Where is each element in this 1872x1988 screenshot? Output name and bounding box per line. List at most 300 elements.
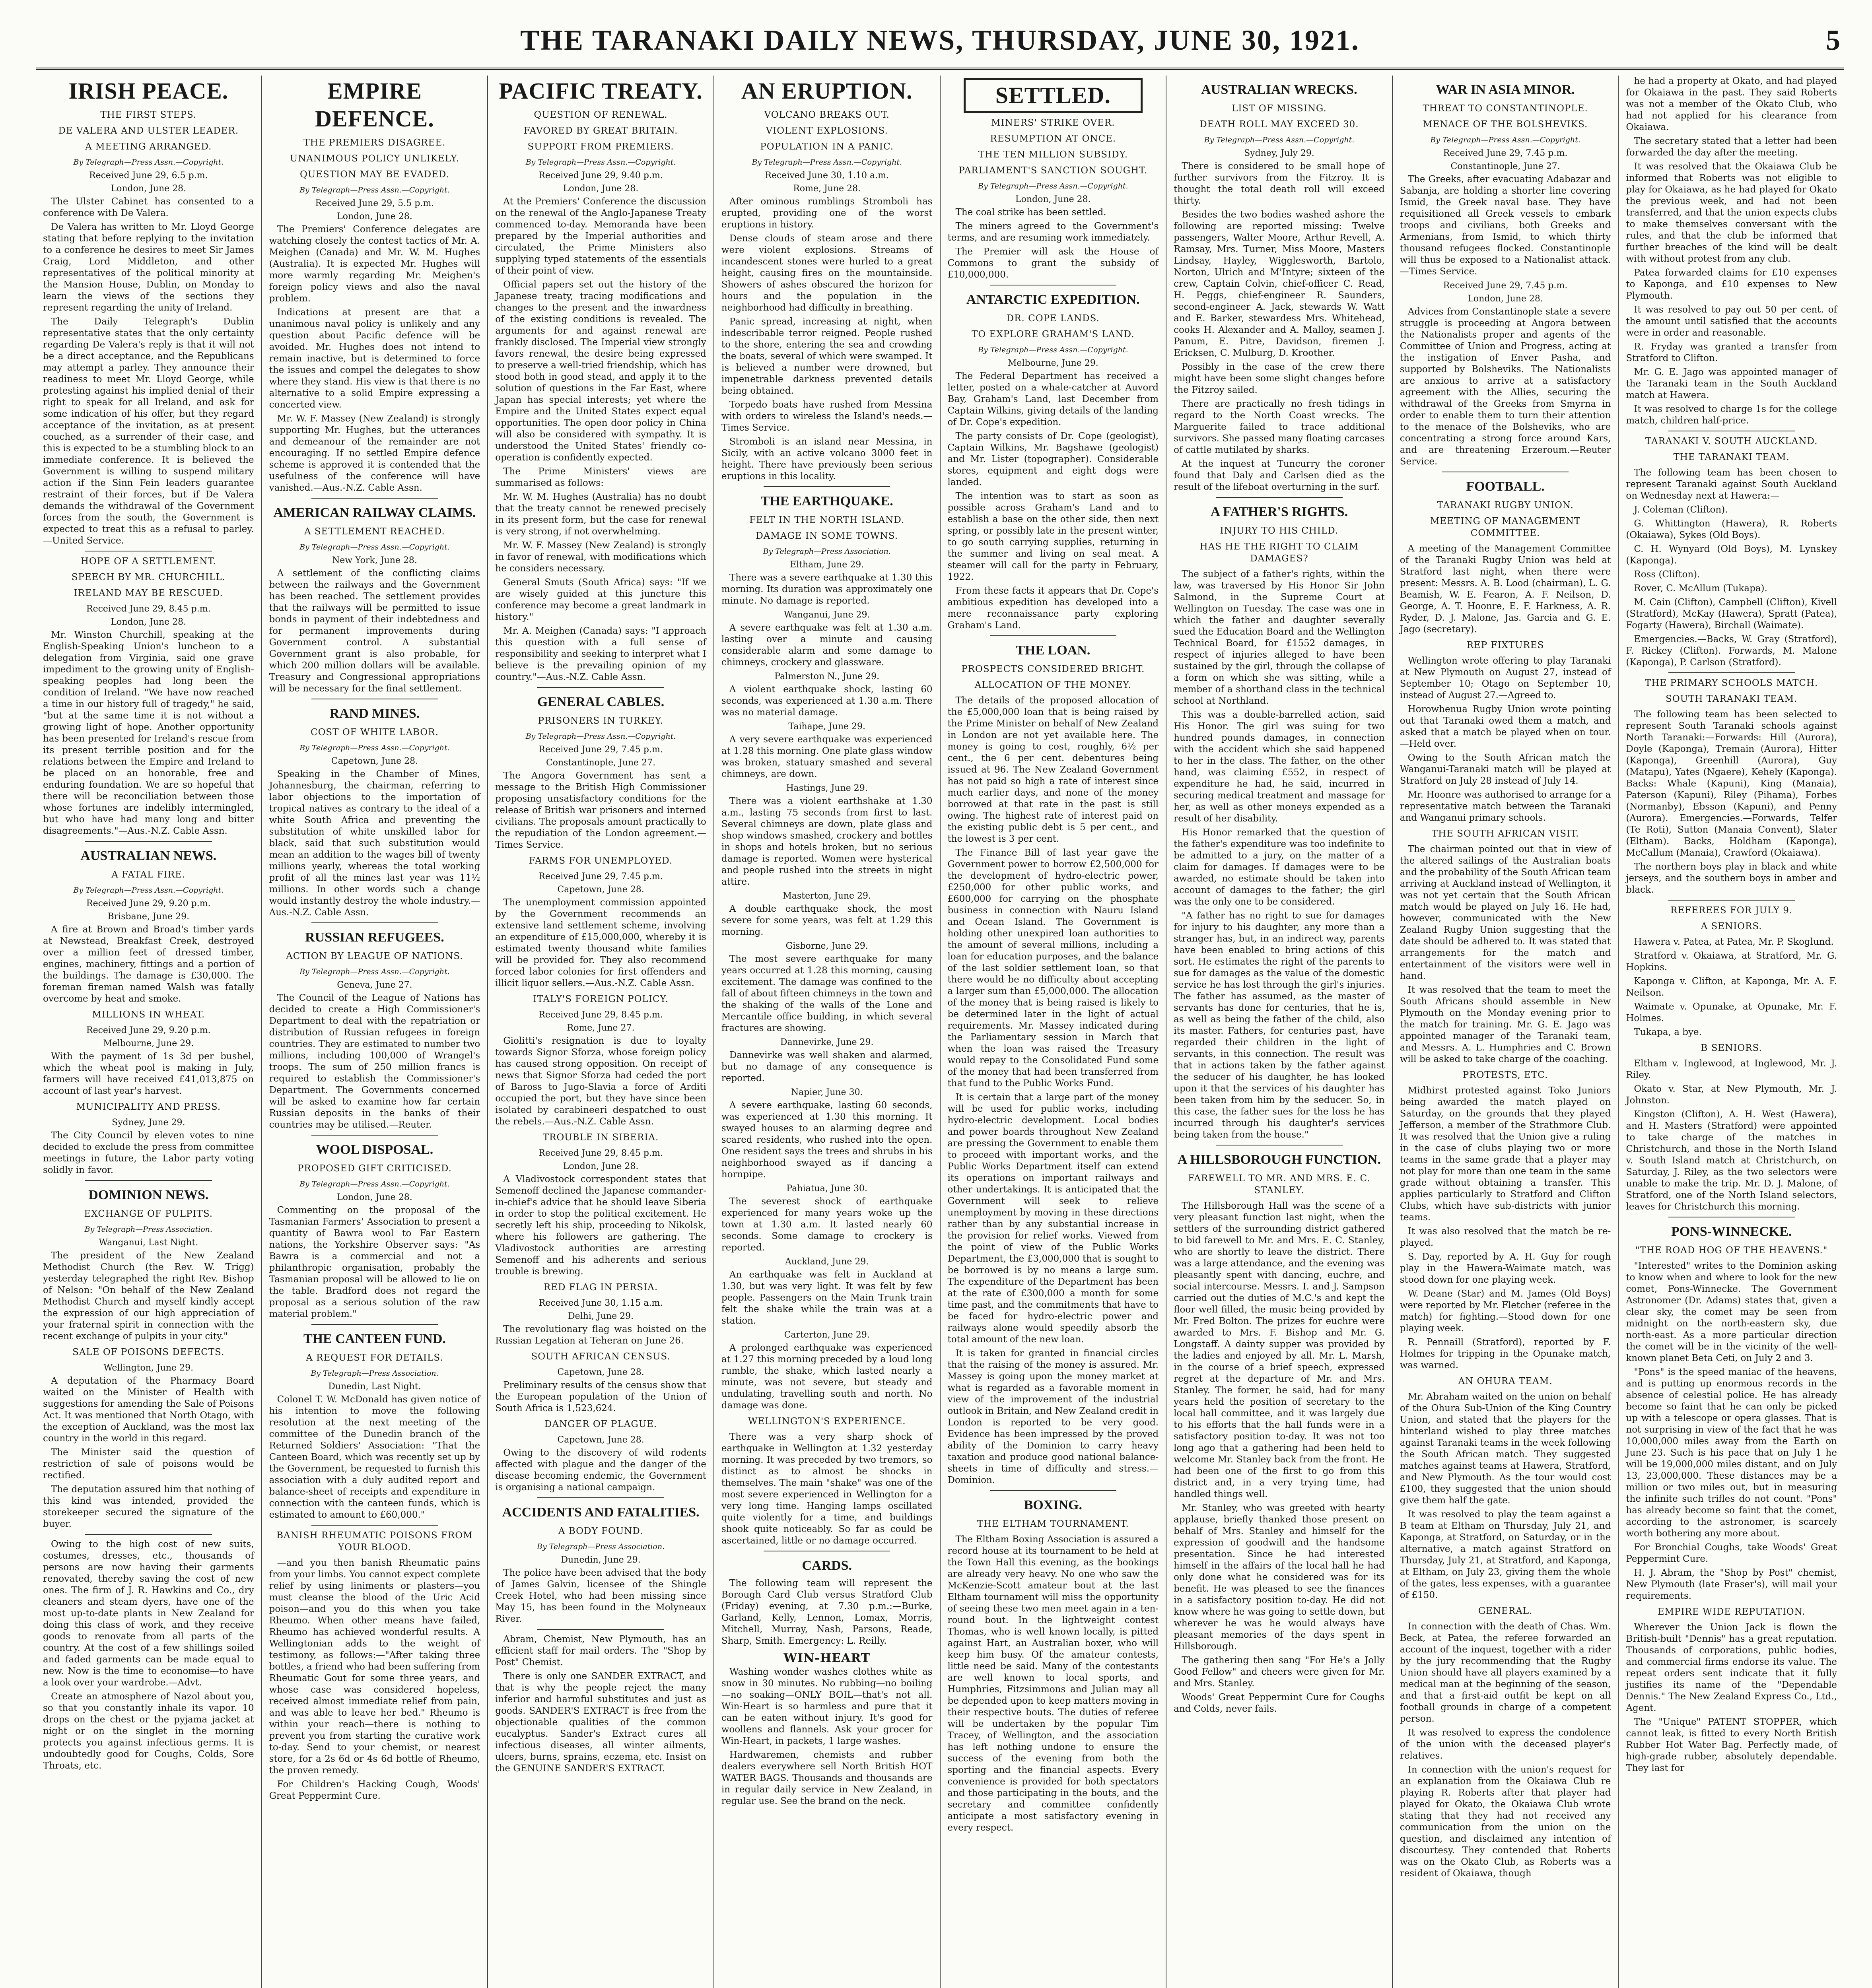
dateline: Constantinople, June 27. — [546, 758, 656, 768]
masthead-title: THE TARANAKI DAILY NEWS, THURSDAY, JUNE 30, 1921. — [520, 24, 1360, 56]
paragraph: The Ulster Cabinet has consented to a conference with De Valera. — [43, 196, 254, 218]
rule-divider — [85, 1180, 212, 1181]
paragraph: H. J. Abram, the "Shop by Post" chemist, New Plymouth (late Fraser's), will mail your requirements. — [1626, 1568, 1837, 1601]
subheading: THREAT TO CONSTANTINOPLE. — [1423, 103, 1588, 114]
subheading: SPEECH BY MR. CHURCHILL. — [71, 572, 225, 582]
subheading: B SENIORS. — [1701, 1043, 1762, 1053]
paragraph: Emergencies.—Backs, W. Gray (Stratford), F. Rickey (Clifton). Forwards, M. Malone (Kaponga), P. Carlson (Stratford). — [1626, 634, 1837, 668]
section-heading: ACCIDENTS AND FATALITIES. — [502, 1505, 700, 1520]
section-heading: CARDS. — [802, 1558, 852, 1573]
dateline: Delhi, June 29. — [568, 1311, 634, 1321]
dateline: Geneva, June 27. — [337, 980, 412, 990]
dateline: Received June 29, 8.45 p.m. — [86, 604, 211, 614]
paragraph: The Finance Bill of last year gave the Government power to borrow £2,500,000 for the development of hydro-electric power, £250,000 for other public works, and £600,000 for carrying on the phosphate business in connection with Nauru Island and Ocean Island. The Government is holding other unexpired loan authorities to the amount of several millions, including a loan for education purposes, and the balance of the last soldier settlement loan, so that there would be no difficulty about accepting a larger sum than £5,000,000. The allocation of the money that is being raised is likely to be determined later in the light of actual requirements. Mr. Massey indicated during the Parliamentary session in March that when the loan was raised the Treasury would repay to the Consolidated Fund some of the money that had been transferred from that fund to the Public Works Fund. — [947, 848, 1159, 1089]
subheading: PROSPECTS CONSIDERED BRIGHT. — [961, 664, 1145, 674]
column-7 — [1393, 76, 1619, 1988]
dateline: Received June 29, 9.20 p.m. — [86, 899, 211, 909]
column-6 — [1166, 76, 1393, 1988]
paragraph: Torpedo boats have rushed from Messina with orders to wireless the Island's needs.—Times Service. — [721, 400, 933, 433]
subheading: FELT IN THE NORTH ISLAND. — [749, 515, 905, 525]
dateline: Capetown, June 28. — [557, 1367, 644, 1377]
wire-credit: By Telegraph—Press Assn.—Copyright. — [299, 186, 450, 194]
rule-divider — [764, 486, 890, 487]
paragraph: Mr. W. F. Massey (New Zealand) is strongly in favor of renewal, with modifications which he considers necessary. — [495, 540, 706, 574]
paragraph: De Valera has written to Mr. Lloyd George stating that before replying to the invitation to a conference he desires to meet Sir James Craig, Lord Middleton, and other representatives of the political minority at the Mansion House, Dublin, on Monday to learn the views of the sections they represent regarding the unity of Ireland. — [43, 222, 254, 313]
paragraph: Dense clouds of steam arose and there were violent explosions. Streams of incandescent stones were hurled to a great height, causing fires on the mountainside. Showers of ashes obscured the horizon for hours and the population in the neighborhood had difficulty in breathing. — [721, 233, 933, 313]
paragraph: A settlement of the conflicting claims between the railways and the Government has been reached. The settlement provides that the railways will be permitted to issue bonds in payment of their indebtedness and for permanent improvements during Government control. A substantial Government grant is also probable, for which 200 million dollars will be available. Treasury and Congressional appropriations will be necessary for the final settlement. — [269, 568, 480, 694]
section-heading: PONS-WINNECKE. — [1671, 1224, 1792, 1239]
dateline: London, June 28. — [563, 184, 639, 194]
dateline: Wanganui, June 29. — [783, 610, 870, 620]
paragraph: It was resolved that the team to meet the South Africans should assemble in New Plymouth on the Monday evening prior to the match for training. Mr. G. E. Jago was appointed manager of the Taranaki team, and Messrs. A. L. Humphries and C. Brown will be asked to take charge of the coaching. — [1400, 985, 1611, 1064]
subheading: A SETTLEMENT REACHED. — [304, 526, 445, 537]
section-heading: THE CANTEEN FUND. — [303, 1332, 446, 1346]
subheading: MINERS' STRIKE OVER. — [991, 118, 1115, 128]
paragraph: The party consists of Dr. Cope (geologist), Captain Wilkins, Mr. Bagshawe (geologist) and Mr. Lister (topographer). Considerable stores, equipment and eight dogs were landed. — [947, 431, 1159, 487]
subheading: SALE OF POISONS DEFECTS. — [72, 1347, 225, 1357]
column-4 — [714, 76, 941, 1988]
subheading: TARANAKI V. SOUTH AUCKLAND. — [1645, 436, 1818, 447]
subheading: MENACE OF THE BOLSHEVIKS. — [1423, 119, 1588, 130]
paragraph: The most severe earthquake for many years occurred at 1.28 this morning, causing excitement. The damage was confined to the fall of about fifteen chimneys in the town and the shaking of the walls of the Lone and Mercantile office building, in which several fractures are showing. — [721, 954, 933, 1033]
dateline: Received June 29, 9.20 p.m. — [86, 1025, 211, 1035]
subheading: MEETING OF MANAGEMENT COMMITTEE. — [1430, 516, 1581, 538]
subheading: ALLOCATION OF THE MONEY. — [974, 680, 1131, 690]
paragraph: Owing to the discovery of wild rodents affected with plague and the danger of the disease becoming endemic, the Government is organising a national campaign. — [495, 1448, 706, 1493]
masthead — [36, 16, 1844, 70]
paragraph: It was resolved to charge 1s for the college match, children half-price. — [1626, 404, 1837, 426]
paragraph: Speaking in the Chamber of Mines, Johannesburg, the chairman, referring to labor objections to the importation of tropical natives as contrary to the ideal of a white South Africa and preventing the substitution of white unskilled labor for black, said that such substitution would mean an addition to the wages bill of twenty millions yearly, whereas the total working profit of all the mines last year was 11½ millions. In other words such a change would instantly destroy the whole industry.—Aus.-N.Z. Cable Assn. — [269, 769, 480, 918]
rule-divider — [85, 1534, 212, 1535]
paragraph: The Federal Department has received a letter, posted on a whale-catcher at Auvord Bay, Graham's Land, last December from Captain Wilkins, giving details of the landing of Dr. Cope's expedition. — [947, 371, 1159, 427]
paragraph: A meeting of the Management Committee of the Taranaki Rugby Union was held at Stratford last night, when there were present: Messrs. A. B. Lood (chairman), L. G. Beamish, W. E. Fearon, A. F. Neilson, D. George, A. T. Hoonre, E. F. Harkness, A. R. Ryder, D. J. Malone, Jas. Garcia and G. E. Jago (secretary). — [1400, 544, 1611, 635]
subheading: RED FLAG IN PERSIA. — [543, 1282, 658, 1293]
dateline: Dunedin, Last Night. — [328, 1382, 421, 1392]
subheading: IRELAND MAY BE RESCUED. — [74, 588, 223, 598]
dateline: Received June 29, 9.40 p.m. — [538, 171, 663, 181]
subheading: ACTION BY LEAGUE OF NATIONS. — [286, 951, 463, 961]
dateline: Palmerston N., June 29. — [774, 672, 880, 681]
subheading: FAREWELL TO MR. AND MRS. E. C. STANLEY. — [1188, 1173, 1370, 1196]
section-heading: DOMINION NEWS. — [88, 1188, 209, 1202]
paragraph: Official papers set out the history of the Japanese treaty, tracing modifications and changes to the present and the inwardness of the existing conditions is revealed. The arguments for and against renewal are frankly disclosed. The Imperial view strongly favors renewal, the desire being expressed to preserve a well-tried friendship, which has stood both in good stead, and apply it to the solution of questions in the Far East, where Japan has special interests; yet where the Empire and the United States expect equal opportunities. The open door policy in China will also be considered with sympathy. It is understood the United States' friendly co-operation is confidently expected. — [495, 280, 706, 463]
paragraph: W. Deane (Star) and M. James (Old Boys) were reported by Mr. Fletcher (referee in the match) for fighting.—Stood down for one playing week. — [1400, 1289, 1611, 1334]
paragraph: The Minister said the question of restriction of sale of poisons would be rectified. — [43, 1447, 254, 1481]
subheading: THE FIRST STEPS. — [100, 110, 197, 120]
dateline: Received June 29, 8.45 p.m. — [538, 1010, 663, 1020]
dateline: London, June 28. — [1015, 194, 1091, 204]
subheading: A SENIORS. — [1701, 921, 1762, 932]
wire-credit: By Telegraph—Press Assn.—Copyright. — [752, 158, 902, 167]
paragraph: Panic spread, increasing at night, when indescribable terror reigned. People rushed to the shore, entering the sea and crowding the boats, several of which were swamped. It is believed a number were drowned, but impenetrable darkness prevented details being obtained. — [721, 316, 933, 396]
paragraph: This was a double-barrelled action, said His Honor. The girl was suing for two hundred pounds damages, in connection with the accident which she said happened to her in the class. The father, on the other hand, was claiming £552, in respect of expenditure he had, he said, incurred in securing medical treatment and massage for her, as well as other moneys expended as a result of her disability. — [1174, 710, 1385, 824]
section-heading: GENERAL CABLES. — [537, 695, 665, 709]
paragraph: The intention was to start as soon as possible across Graham's Land and to establish a base on the other side, then next spring, or possibly late in the present winter, to go south carrying supplies, returning in the summer and living on seal meat. A steamer will call for the party in February, 1922. — [947, 491, 1159, 582]
paragraph: For Bronchial Coughs, take Woods' Great Peppermint Cure. — [1626, 1542, 1837, 1564]
paragraph: It is certain that a large part of the money will be used for public works, including hydro-electric development. Local bodies and power boards throughout New Zealand are pressing the Government to enable them to proceed with important works, and the Public Works Department itself can extend its operations on important railways and other undertakings. It is anticipated that the Government will seek to relieve unemployment by moving in these directions rather than by any substantial increase in the provision for relief works. Viewed from the point of view of the Public Works Department, the £3,000,000 that is sought to be borrowed is by no means a large sum. The expenditure of the Department has been at the rate of £300,000 a month for some time past, and the commitments that have to be faced for hydro-electric power and railways alone would speedily absorb the total amount of the new loan. — [947, 1092, 1159, 1345]
wire-credit: By Telegraph—Press Assn.—Copyright. — [299, 1180, 450, 1188]
paragraph: The "Unique" PATENT STOPPER, which cannot leak, is fitted to every North British Rubber Hot Water Bag. Perfectly made, of high-grade rubber, absolutely dependable. They last for — [1626, 1717, 1837, 1773]
paragraph: Commenting on the proposal of the Tasmanian Farmers' Association to present a quantity of Bawra wool to Far Eastern nations, the Yorkshire Observer says: "As Bawra is a commercial and not a philanthropic organisation, probably the Tasmanian proposal will be allowed to lie on the table. Bradford does not regard the proposal as a serious solution of the raw material problem." — [269, 1205, 480, 1319]
subheading: THE SOUTH AFRICAN VISIT. — [1431, 829, 1579, 839]
subheading: INJURY TO HIS CHILD. — [1220, 526, 1339, 536]
section-heading: RAND MINES. — [329, 706, 420, 721]
dateline: Sydney, June 29. — [112, 1118, 185, 1128]
paragraph: The Council of the League of Nations has decided to create a High Commissioner's Department to deal with the repatriation or distribution of Russian refugees in foreign countries. They are estimated to number two millions, including 100,000 of Wrangel's troops. The sum of 250 million francs is required to establish the Commissioner's Department. The Governments concerned will be asked to examine how far certain Russian deposits in the banks of their countries may be utilised.—Reuter. — [269, 993, 480, 1130]
paragraph: Kingston (Clifton), A. H. West (Hawera), and H. Masters (Stratford) were appointed to take charge of the matches in Christchurch, and those in the North Island v. South Island match at Christchurch, on Saturday, J. Riley, as the two selectors were unable to make the trip. Mr. D. J. Malone, of Stratford, one of the North Island selectors, leaves for Christchurch this morning. — [1626, 1109, 1837, 1212]
subheading: THE TEN MILLION SUBSIDY. — [978, 149, 1128, 160]
paragraph: The subject of a father's rights, within the law, was traversed by His Honor Sir John Salmond, in the Supreme Court at Wellington on Tuesday. The case was one in which the father and daughter severally sued the Education Board and the Wellington Technical Board, for £1552 damages, in respect of injuries alleged to have been sustained by the girl, through the collapse of a form on which she was sitting, while a member of a shorthand class in the technical school at Northland. — [1174, 569, 1385, 706]
paragraph: An earthquake was felt in Auckland at 1.30, but was very light. It was felt by few people. Passengers on the Main Trunk train felt the shake while the train was at a station. — [721, 1270, 933, 1326]
paragraph: Mr. Winston Churchill, speaking at the English-Speaking Union's luncheon to a delegation from Virginia, said one grave impediment to the growing unity of English-speaking peoples had long been the condition of Ireland. "We have now reached a time in our history full of tragedy," he said, "but at the same time it is not without a growing light of hope. Another opportunity has been presented for Ireland's rescue from its present terrible position and for the relations between the Empire and Ireland to be placed on an honorable, free and enduring foundation. We are so hopeful that there will be reconciliation between those whose fortunes are indelibly intermingled, but who have had many long and bitter disagreements."—Aus.-N.Z. Cable Assn. — [43, 630, 254, 836]
column-5 — [941, 76, 1167, 1988]
subheading: REP FIXTURES — [1466, 640, 1544, 650]
paragraph: Eltham v. Inglewood, at Inglewood, Mr. J. Riley. — [1626, 1058, 1837, 1080]
advert-title: WIN-HEART — [783, 1651, 871, 1665]
paragraph: The following team has been selected to represent South Taranaki schools against North Taranaki:—Forwards: Hill (Aurora), Doyle (Kaponga), Tremain (Aurora), Hitter (Kaponga), Greenhill (Aurora), Guy (Matapu), Yates (Ngaere), Kehely (Kaponga). Backs: Whale (Kapuni), King (Manaia), Paterson (Kapuni), Riley (Pihama), Forbes (Normanby), Ebsson (Kapuni), and Penny (Aurora). Emergencies.—Forwards, Telfer (Te Roti), Sutton (Manaia Convent), Slater (Eltham). Backs, Holdham (Kaponga), McCallum (Manaia), Crawford (Okaiawa). — [1626, 709, 1837, 858]
paragraph: The Premiers' Conference delegates are watching closely the contest tactics of Mr. A. Meighen (Canada) and Mr. W. M. Hughes (Australia). It is expected Mr. Hughes will more warmly regarding Mr. Meighen's foreign policy views and also the naval problem. — [269, 224, 480, 304]
paragraph: Mr. A. Meighen (Canada) says: "I approach this question with a full sense of responsibility and seeking to interpret what I believe is the prevailing opinion of my country."—Aus.-N.Z. Cable Assn. — [495, 626, 706, 682]
subheading: SUPPORT FROM PREMIERS. — [527, 142, 674, 152]
dateline: Received June 29, 7.45 p.m. — [538, 872, 663, 881]
paragraph: Stromboli is an island near Messina, in Sicily, with an active volcano 3000 feet in height. There have previously been serious eruptions in this locality. — [721, 437, 933, 481]
headline: AN ERUPTION. — [741, 78, 913, 104]
dateline: Dunedin, June 29. — [561, 1555, 641, 1565]
subheading: EMPIRE WIDE REPUTATION. — [1657, 1607, 1806, 1617]
paragraph: Woods' Great Peppermint Cure for Coughs and Colds, never fails. — [1174, 1692, 1385, 1714]
paragraph: The Hillsborough Hall was the scene of a very pleasant function last night, when the settlers of the surrounding district gathered to bid farewell to Mr. and Mrs. E. C. Stanley, who are shortly to leave the district. There was a large attendance, and the evening was pleasantly spent with dancing, euchre, and social intercourse. Messrs. I. and J. Sampson carried out the duties of M.C.'s and kept the floor well filled, the music being provided by Mr. Fred Bolton. The prizes for euchre were awarded to Mrs. F. Bishop and Mr. G. Longstaff. A dainty supper was provided by the ladies and enjoyed by all. Mr. L. Marsh, in the course of a brief speech, expressed regret at the departure of Mr. and Mrs. Stanley. The former, he said, had for many years held the position of secretary to the local hall committee, and it was largely due to his efforts that the hall funds were in a satisfactory position to-day. It was not too long ago that a gathering had been held to welcome Mr. Stanley back from the front. He had been one of the first to go from this district and, in a very trying time, had handled things well. — [1174, 1201, 1385, 1499]
subheading: PROPOSED GIFT CRITICISED. — [297, 1163, 452, 1174]
wire-credit: By Telegraph—Press Assn.—Copyright. — [299, 543, 450, 551]
paragraph: The miners agreed to the Government's terms, and are resuming work immediately. — [947, 221, 1159, 243]
paragraph: A prolonged earthquake was experienced at 1.27 this morning preceded by a loud long rumble, the shake, which lasted nearly a minute, was not severe, but steady and undulating, travelling south and north. No damage was done. — [721, 1343, 933, 1411]
subheading: PRISONERS IN TURKEY. — [538, 716, 664, 726]
paragraph: General Smuts (South Africa) says: "If we are wisely guided at this juncture this conference may become a great landmark in history." — [495, 577, 706, 622]
section-heading: THE EARTHQUAKE. — [760, 494, 893, 509]
headline: PACIFIC TREATY. — [499, 78, 703, 104]
dateline: London, June 28. — [337, 212, 412, 221]
paragraph: The City Council by eleven votes to nine decided to exclude the press from committee meetings in future, the Labor party voting solidly in favor. — [43, 1130, 254, 1175]
dateline: Dannevirke, June 29. — [780, 1037, 874, 1047]
dateline: Wellington, June 29. — [103, 1363, 194, 1373]
subheading: A BODY FOUND. — [558, 1526, 643, 1536]
paragraph: The gathering then sang "For He's a Jolly Good Fellow" and cheers were given for Mr. and Mrs. Stanley. — [1174, 1655, 1385, 1689]
dateline: Received June 29, 7.45 p.m. — [538, 745, 663, 755]
column-1 — [36, 76, 262, 1988]
subheading: DAMAGE IN SOME TOWNS. — [756, 531, 898, 541]
paragraph: "Interested" writes to the Dominion asking to know when and where to look for the new comet, Pons-Winnecke. The Government Astronomer (Dr. Adams) states that, given a clear sky, the comet may be seen from midnight on the north-eastern sky, due north-east. As a more particular direction the comet will be in the vicinity of the well-known planet Beta Ceti, on July 2 and 3. — [1626, 1261, 1837, 1363]
paragraph: Besides the two bodies washed ashore the following are reported missing: Twelve passengers, Walter Moore, Arthur Revell, A. Ramsay, Mrs. Turner, Miss Moore, Masters Lindsay, Hayley, Wigglesworth, Bartolo, Norton, Ulrich and M'Intyre; sixteen of the crew, Captain Colvin, chief-officer C. Read, H. Peggs, chief-engineer R. Saunders, second-engineer A. Jack, stewards W. Watt and E. Barker, stewardess Mrs. Whitehead, cooks H. Alexander and A. Malloy, seamen J. Panum, E. Pitre, Davidson, firemen J. Ericksen, C. Mulburg, D. Kroother. — [1174, 210, 1385, 358]
paragraph: A severe earthquake, lasting 60 seconds, was experienced at 1.30 this morning. It swayed houses to an alarming degree and scared residents, who rushed into the open. One resident says the trees and shrubs in his neighborhood swayed as if dancing a hornpipe. — [721, 1100, 933, 1180]
section-heading: WAR IN ASIA MINOR. — [1436, 82, 1575, 97]
dateline: Hastings, June 29. — [786, 783, 868, 793]
dateline: Auckland, June 29. — [785, 1257, 869, 1267]
paragraph: It was resolved to play the team against a B team at Eltham on Thursday, July 21, and Kaponga, at Stratford, on Saturday, or in the alternative, a match against Stratford on Thursday, July 21, at Stratford, and Kaponga, at Eltham, on July 23, giving them the whole of the gates, less expenses, with a guarantee of £150. — [1400, 1509, 1611, 1600]
dateline: Constantinople, June 27. — [1450, 161, 1560, 171]
paragraph: From these facts it appears that Dr. Cope's ambitious expedition has developed into a mere reconnaissance party exploring Graham's Land. — [947, 586, 1159, 631]
paragraph: The unemployment commission appointed by the Government recommends an extensive land settlement scheme, involving an expenditure of £15,000,000, whereby it is estimated twenty thousand white families will be provided for. They also recommend forced labor colonies for first offenders and illicit liquor sellers.—Aus.-N.Z. Cable Assn. — [495, 897, 706, 988]
section-heading: WOOL DISPOSAL. — [316, 1142, 433, 1157]
dateline: Sydney, July 29. — [1244, 148, 1314, 158]
paragraph: Preliminary results of the census show that the European population of the Union of South Africa is 1,523,624. — [495, 1380, 706, 1413]
dateline: New York, June 28. — [332, 555, 417, 565]
paragraph: —and you then banish Rheumatic pains from your limbs. You cannot expect complete relief by using liniments or plasters—you must cleanse the blood of the Uric Acid poison—and you do this when you take Rheumo. When other means have failed, Rheumo has achieved wonderful results. A Wellingtonian adds to the weight of testimony, as follows:—"After taking three bottles, a friend who had been suffering from Rheumatic Gout for some three years, and whose case was considered hopeless, received almost immediate relief from pain, and was able to leave her bed." Rheumo is within your reach—there is nothing to prevent you from starting the curative work to-day. Send to your chemist, or nearest store, for a 2s 6d or 4s 6d bottle of Rheumo, the proven remedy. — [269, 1558, 480, 1776]
dateline: London, June 28. — [1468, 294, 1543, 304]
paragraph: Mr. Hoonre was authorised to arrange for a representative match between the Taranaki and Wanganui primary schools. — [1400, 790, 1611, 823]
paragraph: "A father has no right to sue for damages for injury to his daughter, any more than a stranger has, but, in an indirect way, parents have been enabled to bring actions of this sort. He estimates the right of the parents to sue for damages as the value of the domestic service he has lost through the girl's injuries. The father has assumed, as the master of servants has done for centuries, that he is, as well as being the father of the child, also its master. Fathers, for centuries past, have regarded their children in the light of servants, in this connection. The result was that in actions taken by the father against the seducer of his daughter, he has looked upon it that the services of his daughter has been taken from him by the seducer. So, in this case, the father sues for the loss he has incurred through his daughter's services being taken from the house." — [1174, 911, 1385, 1140]
dateline: Brisbane, June 29. — [107, 912, 190, 922]
section-heading: ANTARCTIC EXPEDITION. — [966, 292, 1140, 307]
subheading: FAVORED BY GREAT BRITAIN. — [523, 126, 678, 136]
subheading: DE VALERA AND ULSTER LEADER. — [58, 126, 239, 136]
paragraph: After ominous rumblings Stromboli has erupted, providing one of the worst eruptions in history. — [721, 196, 933, 230]
subheading: "THE ROAD HOG OF THE HEAVENS." — [1635, 1245, 1828, 1256]
paragraph: It was also resolved that the match be re-played. — [1400, 1226, 1611, 1248]
dateline: Rome, June 27. — [567, 1023, 635, 1033]
paragraph: At the Premiers' Conference the discussion on the renewal of the Anglo-Japanese Treaty commenced to-day. Memoranda have been prepared by the Imperial authorities and circulated, the Prime Ministers also supplying typed statements of the essentials of their point of view. — [495, 196, 706, 276]
paragraph: Rover, C. McAllum (Tukapa). — [1634, 583, 1767, 594]
paragraph: Hardwaremen, chemists and rubber dealers everywhere sell North British HOT WATER BAGS. Thousands and thousands are in regular daily service in New Zealand, in regular use. See the brand on the neck. — [721, 1750, 933, 1806]
paragraph: At the inquest at Tuncurry the coroner found that Daly and Carlsen died as the result of the lifeboat overturning in the surf. — [1174, 459, 1385, 492]
wire-credit: By Telegraph—Press Assn.—Copyright. — [978, 346, 1128, 354]
paragraph: There is considered to be small hope of further survivors from the Fitzroy. It is thought the total death roll will exceed thirty. — [1174, 161, 1385, 206]
wire-credit: By Telegraph—Press Assn.—Copyright. — [73, 886, 224, 895]
subheading: VOLCANO BREAKS OUT. — [764, 110, 890, 120]
subheading: UNANIMOUS POLICY UNLIKELY. — [290, 153, 460, 164]
dateline: Received June 29, 7.45 p.m. — [1443, 148, 1568, 158]
paragraph: It was resolved to pay out 50 per cent. of the amount until satisfied that the accounts were in order and reasonable. — [1626, 305, 1837, 338]
dateline: Wanganui, Last Night. — [99, 1238, 198, 1248]
dateline: Masterton, June 29. — [783, 891, 871, 901]
subheading: REFEREES FOR JULY 9. — [1670, 905, 1793, 916]
subheading: MILLIONS IN WHEAT. — [92, 1010, 205, 1020]
paragraph: Possibly in the case of the crew there might have been some slight changes before the Fitzroy sailed. — [1174, 362, 1385, 395]
subheading: EXCHANGE OF PULPITS. — [84, 1209, 213, 1219]
paragraph: Horowhenua Rugby Union wrote pointing out that Taranaki owed them a match, and asked that a match be played when on tour.—Held over. — [1400, 704, 1611, 749]
paragraph: A Vladivostock correspondent states that Semenoff declined the Japanese commander-in-chief's advice that he should leave Siberia in order to stop the political excitement. He secretly left his ship, proceeding to Nikolsk, where his followers are gathering. The Vladivostock authorities are arresting Semenoff and his adherents and serious trouble is brewing. — [495, 1174, 706, 1277]
paragraph: The Angora Government has sent a message to the British High Commissioner proposing unsatisfactory conditions for the release of British war prisoners and interned civilians. The proposals amount practically to the repudiation of the London agreement.—Times Service. — [495, 771, 706, 850]
rule-divider — [1668, 900, 1795, 901]
dateline: Eltham, June 29. — [790, 560, 864, 570]
paragraph: The deputation assured him that nothing of this kind was intended, provided the storekeeper secured the signature of the buyer. — [43, 1484, 254, 1529]
paragraph: A deputation of the Pharmacy Board waited on the Minister of Health with suggestions for amending the Sale of Poisons Act. It was mentioned that North Otago, with the exception of Auckland, was the most lax country in the world in this regard. — [43, 1376, 254, 1444]
paragraph: The Prime Ministers' views are summarised as follows: — [495, 466, 706, 488]
rule-divider — [990, 1490, 1116, 1491]
paragraph: His Honor remarked that the question of the father's expenditure was too indefinite to be admitted to a jury, on the matter of a claim for damages. If damages were to be awarded, no estimate should be taken into account of damages to the father; the girl was the only one to be considered. — [1174, 827, 1385, 907]
dateline: London, June 28. — [563, 1161, 639, 1171]
paragraph: It was resolved that the Okaiawa Club be informed that Roberts was not eligible to play for Okaiawa, as he had played for Okato the previous week, and had not been transferred, and that the union expects clubs to make themselves conversant with the rules, and that the club be informed that further breaches of the kind will be dealt with without protest from any club. — [1626, 161, 1837, 264]
subheading: AN OHURA TEAM. — [1458, 1376, 1553, 1386]
paragraph: Dannevirke was well shaken and alarmed, but no damage of any consequence is reported. — [721, 1050, 933, 1083]
paragraph: The Daily Telegraph's Dublin representative states that the only certainty regarding De Valera's reply is that it will not be a direct acceptance, and the Republicans may attempt a parley. They announce their readiness to meet Mr. Lloyd George, while protesting against his implied denial of their right to speak for all Ireland, and ask for some indication of his offer, but they regard acceptance of the invitation, as at present couched, as a surrender of their case, and this is expected to be a stumbling block to an immediate conference. It is believed the Government is willing to suspend military action if the Sinn Fein leaders guarantee restraint of their forces, but if De Valera demands the withdrawal of the Government forces from the south, the Government is expected to treat this as a refusal to parley.—United Service. — [43, 316, 254, 546]
paragraph: Colonel T. W. McDonald has given notice of his intention to move the following resolution at the next meeting of the committee of the Dunedin branch of the Returned Soldiers' Association: "That the Canteen Board, which was recently set up by the Government, be requested to furnish this association with a duly audited report and balance-sheet of receipts and expenditure in connection with the canteen funds, which is estimated to amount to £60,000." — [269, 1394, 480, 1520]
rule-divider — [537, 1629, 664, 1630]
subheading: THE TARANAKI TEAM. — [1673, 452, 1790, 462]
paragraph: C. H. Wynyard (Old Boys), M. Lynskey (Kaponga). — [1626, 544, 1837, 566]
paragraph: The president of the New Zealand Methodist Church (the Rev. W. Trigg) yesterday telegraphed the right Rev. Bishop of Nelson: "On behalf of the New Zealand Methodist Church and myself kindly accept the expression of our high appreciation of your fraternal spirit in connection with the recent exchange of pulpits in your city." — [43, 1250, 254, 1342]
subheading: PROTESTS, ETC. — [1462, 1070, 1548, 1080]
rule-divider — [537, 1497, 664, 1498]
paragraph: Wherever the Union Jack is flown the British-built "Dennis" has a great reputation. Thousands of corporations, public bodies, and commercial firms endorse its value. The repeat orders sent indicate that it fully justifies its name of the "Dependable Dennis." The New Zealand Express Co., Ltd., Agent. — [1626, 1622, 1837, 1713]
subheading: TROUBLE IN SIBERIA. — [542, 1132, 659, 1143]
subheading: SOUTH TARANAKI TEAM. — [1666, 694, 1798, 704]
wire-credit: By Telegraph—Press Association. — [763, 547, 891, 556]
paragraph: Kaponga v. Clifton, at Kaponga, Mr. A. F. Neilson. — [1626, 976, 1837, 998]
paragraph: Mr. W. M. Hughes (Australia) has no doubt that the treaty cannot be renewed precisely in its present form, but the case for renewal is very strong, if not overwhelming. — [495, 492, 706, 537]
paragraph: Mr. W. F. Massey (New Zealand) is strongly supporting Mr. Hughes, but the utterances and demeanour of the remainder are not encouraging. If no settled Empire defence scheme is approved it is contended that the usefulness of the conference will have vanished.—Aus.-N.Z. Cable Assn. — [269, 414, 480, 493]
section-heading: A FATHER'S RIGHTS. — [1210, 505, 1348, 519]
paragraph: Owing to the high cost of new suits, costumes, dresses, etc., thousands of persons are now having their garments renovated, thereby saving the cost of new ones. The firm of J. R. Hawkins and Co., dry cleaners and steam dyers, have one of the most up-to-date plants in New Zealand for doing this class of work, and they receive goods to renovate from all parts of the country. At the cost of a few shillings soiled and faded garments can be made equal to new. Now is the time to economise—to have a look over your wardrobe.—Advt. — [43, 1539, 254, 1688]
paragraph: M. Cain (Clifton), Campbell (Clifton), Kivell (Stratford), McKay (Hawera), Spratt (Patea), Fogarty (Hawera), Birchall (Waimate). — [1626, 597, 1837, 631]
dateline: Received June 29, 8.45 p.m. — [538, 1148, 663, 1158]
paragraph: A very severe earthquake was experienced at 1.28 this morning. One plate glass window was broken, statuary smashed and several chimneys, are down. — [721, 734, 933, 779]
wire-credit: By Telegraph—Press Association. — [537, 1542, 665, 1551]
wire-credit: By Telegraph—Press Assn.—Copyright. — [1204, 136, 1355, 144]
paragraph: The secretary stated that a letter had been forwarded the day after the meeting. — [1626, 136, 1837, 158]
dateline: Capetown, June 28. — [557, 885, 644, 895]
section-heading: AMERICAN RAILWAY CLAIMS. — [273, 505, 476, 520]
dateline: Pahiatua, June 30. — [786, 1184, 867, 1194]
subheading: HOPE OF A SETTLEMENT. — [80, 556, 216, 567]
rule-divider — [85, 841, 212, 842]
paragraph: Advices from Constantinople state a severe struggle is proceeding at Angora between the Nationalists proper and agents of the Committee of Union and Progress, acting at the instigation of Enver Pasha, and supported by Bolsheviks. The Nationalists are anxious to arrive at a satisfactory agreement with the Allies, securing the withdrawal of the Greeks from Smyrna in order to enable them to turn their attention to the menace of the Bolsheviks, who are concentrating a strong force around Kars, and are threatening Erzeroum.—Reuter Service. — [1400, 307, 1611, 467]
paragraph: Create an atmosphere of Nazol about you, so that you constantly inhale its vapor. 10 drops on the chest or the pyjama jacket at night or on the singlet in the morning protects you against infectious germs. It is undoubtedly good for Coughs, Colds, Sore Throats, etc. — [43, 1691, 254, 1771]
paragraph: The chairman pointed out that in view of the altered sailings of the Australian boats and the probability of the South African team arriving at Auckland instead of Wellington, it was not yet certain that the South African match would be played on July 16. He had, however, communicated with the New Zealand Rugby Union suggesting that the date should be adhered to. It was stated that arrangements for the match and entertainment of the visitors were well in hand. — [1400, 844, 1611, 981]
subheading: QUESTION MAY BE EVADED. — [300, 169, 449, 180]
subheading: TARANAKI RUGBY UNION. — [1437, 500, 1574, 511]
section-heading: FOOTBALL. — [1466, 479, 1545, 494]
paragraph: There are practically no fresh tidings in regard to the North Coast wrecks. The Marguerite failed to trace additional survivors. She passed many floating carcases of cattle mutilated by sharks. — [1174, 399, 1385, 455]
subheading: BANISH RHEUMATIC POISONS FROM YOUR BLOOD. — [276, 1530, 473, 1553]
dateline: Received June 30, 1.15 a.m. — [538, 1298, 663, 1308]
subheading: COST OF WHITE LABOR. — [310, 727, 439, 738]
subheading: DR. COPE LANDS. — [1006, 313, 1100, 324]
subheading: THE PREMIERS DISAGREE. — [303, 138, 446, 148]
dateline: Received June 29, 7.45 p.m. — [1443, 281, 1568, 291]
section-heading: THE LOAN. — [1016, 643, 1091, 658]
subheading: WELLINGTON'S EXPERIENCE. — [748, 1416, 906, 1427]
rule-divider — [537, 687, 664, 688]
paragraph: With the payment of 1s 3d per bushel, which the wheat pool is making in July, farmers will have received £41,013,875 on account of last year's harvest. — [43, 1051, 254, 1096]
paragraph: Mr. Stanley, who was greeted with hearty applause, briefly thanked those present on behalf of Mrs. Stanley and himself for the expression of goodwill and the handsome presentation. Since he had interested himself in the affairs of the local hall he had only done what he considered was for its benefit. He was pleased to see the finances in a satisfactory position to-day. He did not know where he was going to settle down, but wherever he was he would always have pleasant memories of the days spent in Hillsborough. — [1174, 1503, 1385, 1652]
paragraph: A double earthquake shock, the most severe for some years, was felt at 1.29 this morning. — [721, 904, 933, 937]
wire-credit: By Telegraph—Press Assn.—Copyright. — [525, 732, 676, 741]
wire-credit: By Telegraph—Press Assn.—Copyright. — [73, 158, 224, 167]
dateline: London, June 28. — [111, 184, 187, 194]
paragraph: Midhirst protested against Toko Juniors being awarded the match played on Saturday, on the grounds that they played Jefferson, a member of the Strathmore Club. It was resolved that the Union give a ruling in the case of clubs playing two or more teams in the same grade that a player may not play for more than one team in the same grade without obtaining a transfer. This applies particularly to Stratford and Clifton Clubs, which have sub-districts with junior teams. — [1400, 1085, 1611, 1223]
paragraph: Mr. G. E. Jago was appointed manager of the Taranaki team in the South Auckland match at Hawera. — [1626, 367, 1837, 400]
dateline: Received June 30, 1.10 a.m. — [765, 171, 889, 181]
paragraph: Washing wonder washes clothes white as snow in 30 minutes. No rubbing—no boiling—no soaking—ONLY BOIL—that's not all. Win-Heart is so harmless and pure that it can be eaten without injury. It's good for woollens and flannels. Ask your grocer for Win-Heart, in packets, 1 large washes. — [721, 1667, 933, 1746]
section-heading: AUSTRALIAN NEWS. — [80, 848, 217, 863]
rule-divider — [311, 922, 438, 923]
paragraph: Hawera v. Patea, at Patea, Mr. P. Skoglund. — [1634, 937, 1834, 947]
wire-credit: By Telegraph—Press Assn.—Copyright. — [525, 158, 676, 167]
subheading: HAS HE THE RIGHT TO CLAIM DAMAGES? — [1199, 542, 1359, 564]
wire-credit: By Telegraph—Press Assn.—Copyright. — [299, 967, 450, 976]
dateline: Received June 29, 6.5 p.m. — [89, 171, 208, 181]
headline: EMPIRE DEFENCE. — [315, 78, 434, 132]
paragraph: Ross (Clifton). — [1634, 569, 1700, 580]
dateline: Rome, June 28. — [793, 184, 861, 194]
paragraph: In connection with the union's request for an explanation from the Okaiawa Club re playing R. Roberts after that player had played for Okato, the Okaiawa Club wrote stating that they had not received any communication from the union on the question, and disclaimed any intention of discourtesy. They contended that Roberts was on the Okato Club, as Roberts was a resident of Okaiawa, though — [1400, 1765, 1611, 1879]
paragraph: The revolutionary flag was hoisted on the Russian Legation at Teheran on June 26. — [495, 1324, 706, 1346]
rule-divider — [311, 1525, 438, 1526]
paragraph: A fire at Brown and Broad's timber yards at Newstead, Breakfast Creek, destroyed over a million feet of dressed timber, engines, machinery, fittings and a portion of the buildings. The damage is £30,000. The foreman fireman named Walsh was fatally overcome by heat and smoke. — [43, 924, 254, 1004]
paragraph: In connection with the death of Chas. Wm. Beck, at Patea, the referee forwarded an account of the inquest, together with a rider by the jury recommending that the Rugby Union should have all players examined by a medical man at the beginning of the season, and that a first-aid outfit be kept on all football grounds in charge of a competent person. — [1400, 1621, 1611, 1724]
subheading: SOUTH AFRICAN CENSUS. — [531, 1351, 671, 1362]
paragraph: The police have been advised that the body of James Galvin, licensee of the Shingle Creek Hotel, who had been missing since May 15, has been found in the Molyneaux River. — [495, 1568, 706, 1624]
dateline: Gisborne, June 29. — [785, 941, 868, 951]
column-3 — [488, 76, 714, 1988]
paragraph: There is only one SANDER EXTRACT, and that is why the people reject the many inferior and harmful substitutes and just as goods. SANDER'S EXTRACT is free from the objectionable qualities of the common eucalyptus. Sander's Extract cures all infectious diseases, all winter ailments, ulcers, burns, sprains, eczema, etc. Insist on the GENUINE SANDER'S EXTRACT. — [495, 1671, 706, 1774]
subheading: PARLIAMENT'S SANCTION SOUGHT. — [958, 165, 1148, 176]
paragraph: Mr. Abraham waited on the union on behalf of the Ohura Sub-Union of the King Country Union, and stated that the players for the hinterland wished to play three matches against Taranaki teams in the week following the South African match. They suggested matches against teams at Hawera, Stratford, and New Plymouth. As the tour would cost £100, they suggested that the union should give them half the gate. — [1400, 1392, 1611, 1506]
rule-divider — [1668, 672, 1795, 673]
paragraph: S. Day, reported by A. H. Guy for rough play in the Hawera-Waimate match, was stood down for one playing week. — [1400, 1252, 1611, 1285]
paragraph: Tukapa, a bye. — [1634, 1027, 1702, 1037]
paragraph: The Premier will ask the House of Commons to grant the subsidy of £10,000,000. — [947, 247, 1159, 280]
paragraph: There was a violent earthshake at 1.30 a.m., lasting 75 seconds from first to last. Several chimneys are down, plate glass and shop windows smashed, crockery and bottles in shops and hotels broken, but no serious damage is reported. Women were hysterical and people rushed into the streets in night attire. — [721, 796, 933, 887]
paragraph: The northern boys play in black and white jerseys, and the southern boys in amber and black. — [1626, 862, 1837, 895]
dateline: Received June 29, 5.5 p.m. — [315, 198, 434, 208]
paragraph: Waimate v. Opunake, at Opunake, Mr. F. Holmes. — [1626, 1002, 1837, 1023]
paragraph: R. Pennaill (Stratford), reported by F. Holmes for tripping in the Opunake match, was warned. — [1400, 1337, 1611, 1371]
paragraph: For Children's Hacking Cough, Woods' Great Peppermint Cure. — [269, 1779, 480, 1801]
wire-credit: By Telegraph—Press Assn.—Copyright. — [978, 182, 1128, 190]
subheading: THE ELTHAM TOURNAMENT. — [977, 1519, 1129, 1529]
section-heading: RUSSIAN REFUGEES. — [305, 930, 444, 945]
dateline: London, June 28. — [111, 617, 187, 627]
wire-credit: By Telegraph—Press Association. — [311, 1369, 439, 1378]
paragraph: The following team will represent the Borough Card Club versus Stratford Club (Friday) evening, at 7.30 p.m.:—Burke, Garland, Kelly, Lennon, Lomax, Morris, Mitchell, Murray, Nash, Parsons, Reade, Sharp, Smith. Emergency: L. Reilly. — [721, 1578, 933, 1646]
subheading: TO EXPLORE GRAHAM'S LAND. — [972, 329, 1135, 340]
paragraph: The severest shock of earthquake experienced for many years woke up the town at 1.30 a.m. It lasted nearly 60 seconds. Some damage to crockery is reported. — [721, 1196, 933, 1253]
paragraph: It was resolved to express the condolence of the union with the deceased player's relatives. — [1400, 1728, 1611, 1761]
paragraph: J. Coleman (Clifton). — [1634, 505, 1728, 515]
paragraph: A violent earthquake shock, lasting 60 seconds, was experienced at 1.30 a.m. There was no material damage. — [721, 684, 933, 718]
paragraph: "Pons" is the speed maniac of the heavens, and is putting up enormous records in the absence of celestial police. He has already become so faint that he can only be picked up with a telescope or opera glasses. That is not surprising in view of the fact that he was 10,000,000 miles away from the Earth on June 23. Such is his pace that on July 1 he will be 19,000,000 miles distant, and on July 13, 23,000,000. These distances may be a million or two miles out, but in measuring the infinite such trifles do not count. "Pons" has already become so faint that the comet, according to the astronomer, is scarcely worth bothering any more about. — [1626, 1367, 1837, 1539]
wire-credit: By Telegraph—Press Association. — [84, 1225, 212, 1234]
subheading: A REQUEST FOR DETAILS. — [306, 1353, 443, 1363]
dateline: Capetown, June 28. — [331, 756, 418, 766]
subheading: A MEETING ARRANGED. — [85, 142, 212, 152]
subheading: QUESTION OF RENEWAL. — [534, 110, 668, 120]
section-heading: AUSTRALIAN WRECKS. — [1201, 82, 1357, 97]
subheading: GENERAL. — [1478, 1606, 1533, 1616]
rule-divider — [311, 1135, 438, 1136]
dateline: Taihape, June 29. — [788, 722, 866, 732]
paragraph: Wellington wrote offering to play Taranaki at New Plymouth on August 27, instead of September 10; Otago on September 10, instead of August 27.—Agreed to. — [1400, 656, 1611, 701]
dateline: Melbourne, June 29. — [1007, 358, 1098, 368]
paragraph: Owing to the South African match the Wanganui-Taranaki match will be played at Stratford on July 28 instead of July 14. — [1400, 753, 1611, 786]
rule-divider — [311, 498, 438, 499]
column-2 — [262, 76, 488, 1988]
subheading: DANGER OF PLAGUE. — [544, 1419, 657, 1429]
subheading: LIST OF MISSING. — [1232, 103, 1327, 114]
paragraph: Giolitti's resignation is due to loyalty towards Signor Sforza, whose foreign policy has caused strong opposition. On receipt of news that Signor Sforza had ceded the port of Baross to Jugo-Slavia a force of Arditi occupied the port, but they have since been isolated by carabineeri despatched to oust the rebels.—Aus.-N.Z. Cable Assn. — [495, 1036, 706, 1127]
paragraph: G. Whittington (Hawera), R. Roberts (Okaiawa), Sykes (Old Boys). — [1626, 518, 1837, 540]
paragraph: The Greeks, after evacuating Adabazar and Sabanja, are holding a shorter line covering Ismid, the Greek naval base. They have requisitioned all Greek vessels to embark troops and civilians, both Greeks and Armenians, from Ismid, to which thirty thousand refugees flocked. Constantinople will thus be exposed to a Nationalist attack.—Times Service. — [1400, 174, 1611, 277]
dateline: Napier, June 30. — [791, 1087, 863, 1097]
subheading: VIOLENT EXPLOSIONS. — [766, 126, 888, 136]
paragraph: R. Fryday was granted a transfer from Stratford to Clifton. — [1626, 342, 1837, 363]
paragraph: The details of the proposed allocation of the £5,000,000 loan that is being raised by the Prime Minister on behalf of New Zealand in London are not yet available here. The money is going to cost, roughly, 6½ per cent., the 6 per cent. debentures being issued at 96. The New Zealand Government has not paid so high a rate of interest since much earlier days, and none of the money borrowed at that rate in the past is still owing. The highest rate of interest paid on the existing public debt is 5 per cent., and the lowest is 3 per cent. — [947, 695, 1159, 844]
paragraph: A severe earthquake was felt at 1.30 a.m. lasting over a minute and causing considerable alarm and some damage to chimneys, crockery and glassware. — [721, 623, 933, 668]
dateline: London, June 28. — [337, 1192, 412, 1202]
paragraph: There was a very sharp shock of earthquake in Wellington at 1.32 yesterday morning. It was preceded by two tremors, so distinct as to almost be shocks in themselves. The main "shake" was one of the most severe experienced in Wellington for a very long time. Hanging lamps oscillated quite violently for a time, and buildings shook quite noticeably. So far as could be ascertained, little or no damage occurred. — [721, 1432, 933, 1546]
paragraph: It is taken for granted in financial circles that the raising of the money is assured. Mr. Massey is going upon the money market at what is regarded as a favorable moment in view of the improvement of the industrial outlook in Britain, and New Zealand credit in London is reported to be very good. Evidence has been impressed by the proved ability of the Dominion to carry heavy taxation and produce good national balance-sheets in time of difficulty and stress.—Dominion. — [947, 1348, 1159, 1485]
